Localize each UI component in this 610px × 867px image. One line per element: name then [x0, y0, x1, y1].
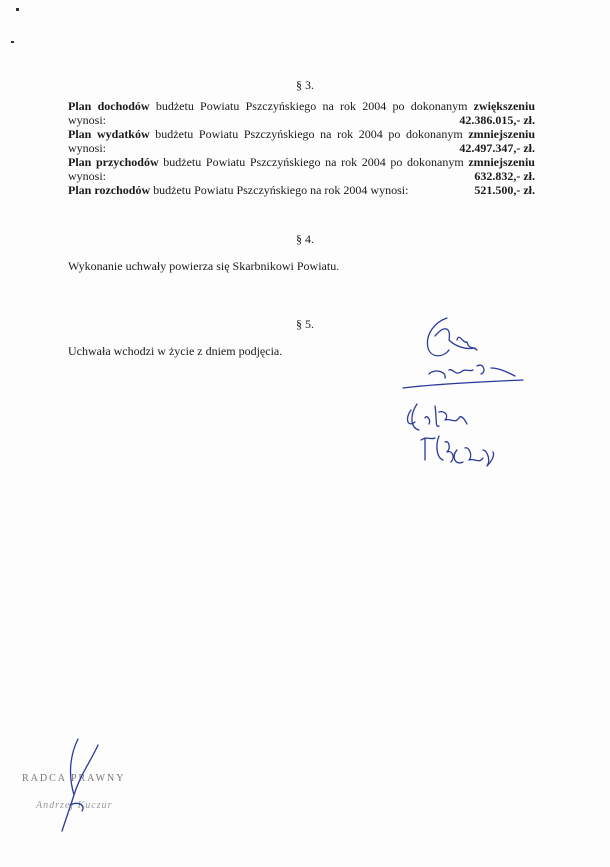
row-expenses-label: Plan wydatków: [68, 127, 150, 141]
section-4-text: Wykonanie uchwały powierza się Skarbnikowi Powiatu.: [68, 259, 340, 273]
budget-row-expenses: [68, 127, 535, 155]
row-expenses-text: budżetu Powiatu Pszczyńskiego na rok 2004 po dokonanym: [149, 127, 469, 141]
legal-counsel-signature: [40, 735, 120, 835]
stamp-name: Andrzej Kuczur: [36, 800, 113, 811]
section-5-title: § 5.: [296, 317, 314, 331]
stamp-title: RADCA PRAWNY: [22, 773, 126, 784]
row-income-amount: 42.386.015,- zł.: [459, 113, 535, 127]
scan-speck: [11, 41, 14, 43]
section-3-title: § 3.: [296, 78, 314, 92]
section-4-title: § 4.: [296, 232, 314, 246]
section-5-text: Uchwała wchodzi w życie z dniem podjęcia.: [68, 344, 283, 358]
row-expenses-wynosi: wynosi:: [68, 141, 107, 155]
budget-row-disbursements: [68, 183, 535, 197]
row-income-emph: zwiększeniu: [473, 99, 535, 113]
row-revenues-text: budżetu Powiatu Pszczyńskiego na rok 2004 po dokonanym: [158, 155, 469, 169]
row-disbursements-text: budżetu Powiatu Pszczyńskiego na rok 2004 wynosi:: [150, 183, 409, 197]
row-income-wynosi: wynosi:: [68, 113, 107, 127]
row-revenues-label: Plan przychodów: [68, 155, 159, 169]
row-revenues-emph: zmniejszeniu: [468, 155, 535, 169]
row-disbursements-label: Plan rozchodów: [68, 183, 151, 197]
row-expenses-emph: zmniejszeniu: [468, 127, 535, 141]
row-income-label: Plan dochodów: [68, 99, 150, 113]
row-income-text: budżetu Powiatu Pszczyńskiego na rok 2004 po dokonanym: [149, 99, 474, 113]
section-3-body: [68, 99, 535, 197]
row-revenues-wynosi: wynosi:: [68, 169, 107, 183]
budget-row-income: [68, 99, 535, 127]
row-revenues-amount: 632.832,- zł.: [474, 169, 535, 183]
row-expenses-amount: 42.497.347,- zł.: [459, 141, 535, 155]
scan-speck: [16, 8, 19, 11]
budget-row-revenues: [68, 155, 535, 183]
row-disbursements-amount: 521.500,- zł.: [474, 183, 535, 197]
handwritten-signatures: [395, 310, 535, 480]
